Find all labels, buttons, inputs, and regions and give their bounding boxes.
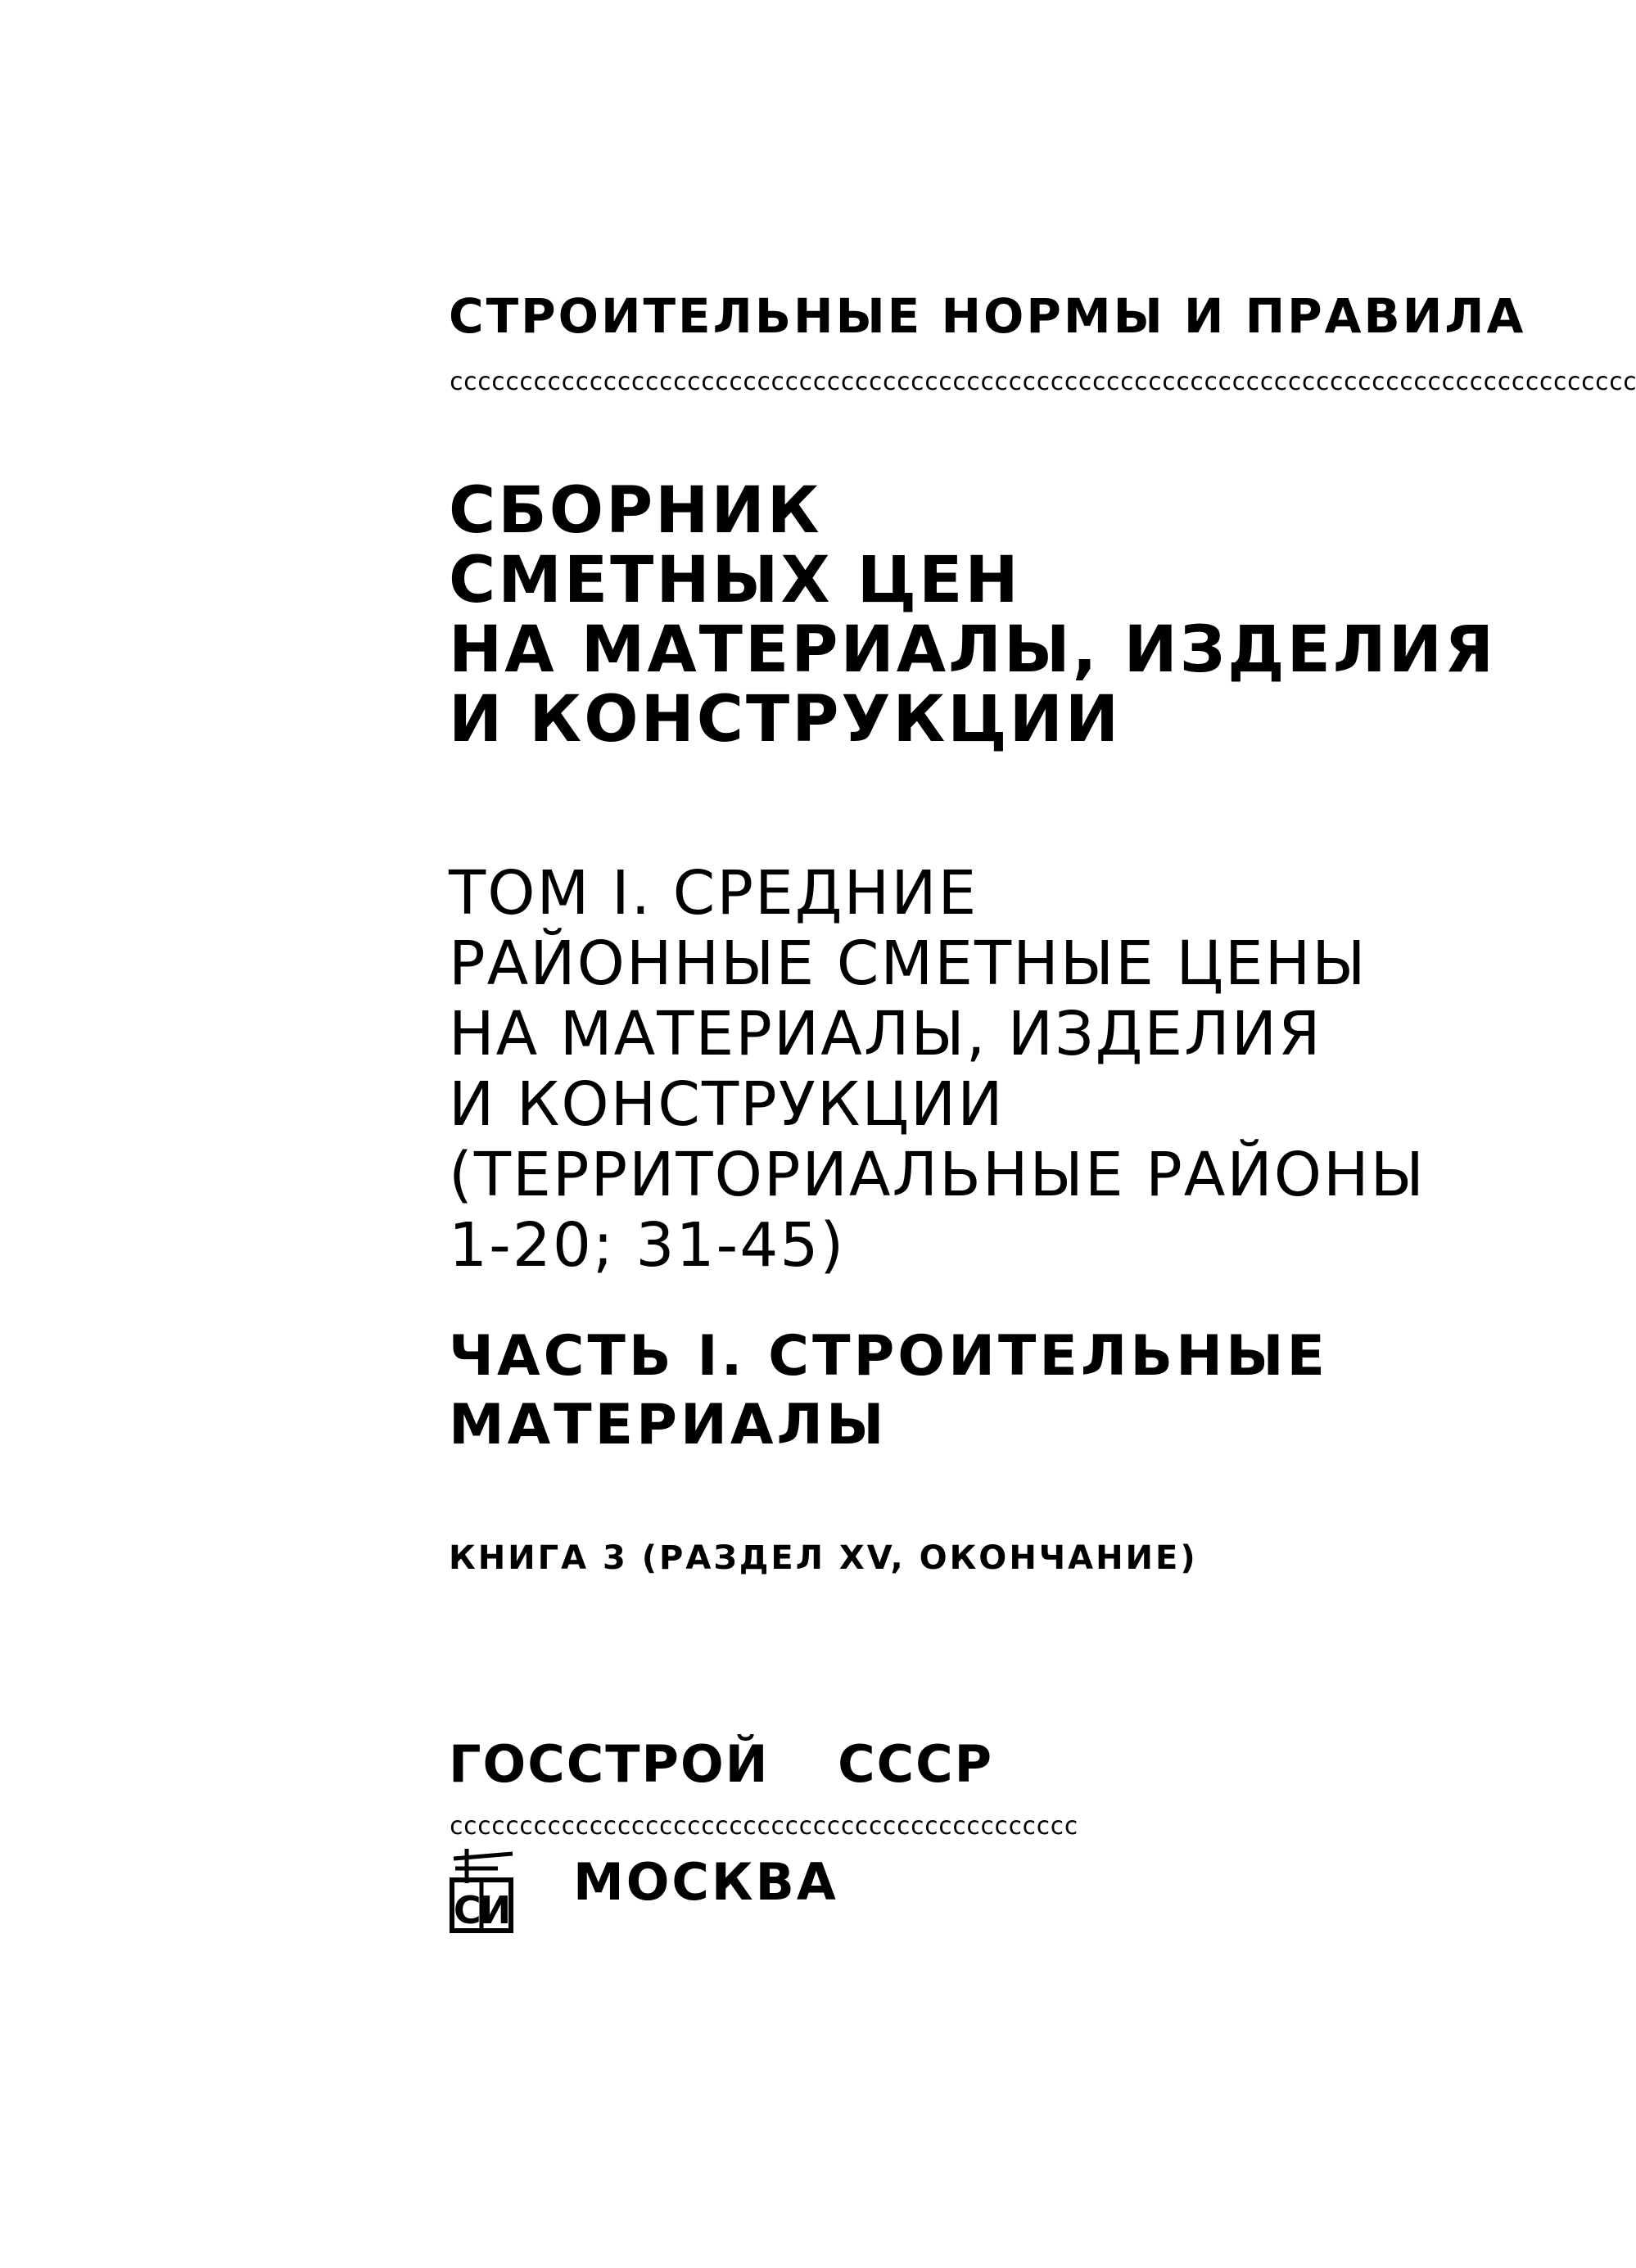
decorative-rule-top: ccccccccccccccccccccccccccccccccccccccccccccccccccccccccccccccccccccccccccccccccccccc (449, 368, 1636, 396)
volume-title-line: РАЙОННЫЕ СМЕТНЫЕ ЦЕНЫ (449, 928, 1367, 999)
collection-title-line: И КОНСТРУКЦИИ (449, 683, 1122, 757)
volume-title-line: ТОМ I. СРЕДНИЕ (449, 858, 978, 928)
city: МОСКВА (573, 1852, 838, 1912)
part-title-line: ЧАСТЬ I. СТРОИТЕЛЬНЫЕ (449, 1324, 1328, 1389)
volume-title (449, 858, 1426, 1281)
collection-title-line: СМЕТНЫХ ЦЕН (449, 544, 1021, 617)
volume-title-line: И КОНСТРУКЦИИ (449, 1069, 1005, 1140)
collection-title-line: СБОРНИК (449, 474, 822, 548)
volume-title-line: НА МАТЕРИАЛЫ, ИЗДЕЛИЯ (449, 999, 1322, 1069)
part-title (449, 1322, 1328, 1460)
collection-title-line: НА МАТЕРИАЛЫ, ИЗДЕЛИЯ (449, 613, 1497, 687)
publisher: ГОССТРОЙ СССР (449, 1734, 994, 1794)
collection-title (449, 474, 1497, 757)
series-title: СТРОИТЕЛЬНЫЕ НОРМЫ И ПРАВИЛА (449, 288, 1526, 344)
logo-text: СИ (453, 1888, 510, 1932)
publisher-logo-icon (449, 1844, 514, 1934)
decorative-rule-bottom: ccccccccccccccccccccccccccccccccccccccccccccc (449, 1812, 1078, 1841)
volume-title-line: 1-20; 31-45) (449, 1210, 846, 1281)
volume-title-line: (ТЕРРИТОРИАЛЬНЫЕ РАЙОНЫ (449, 1140, 1426, 1210)
book-title: КНИГА 3 (РАЗДЕЛ XV, ОКОНЧАНИЕ) (449, 1539, 1198, 1577)
part-title-line: МАТЕРИАЛЫ (449, 1393, 888, 1457)
